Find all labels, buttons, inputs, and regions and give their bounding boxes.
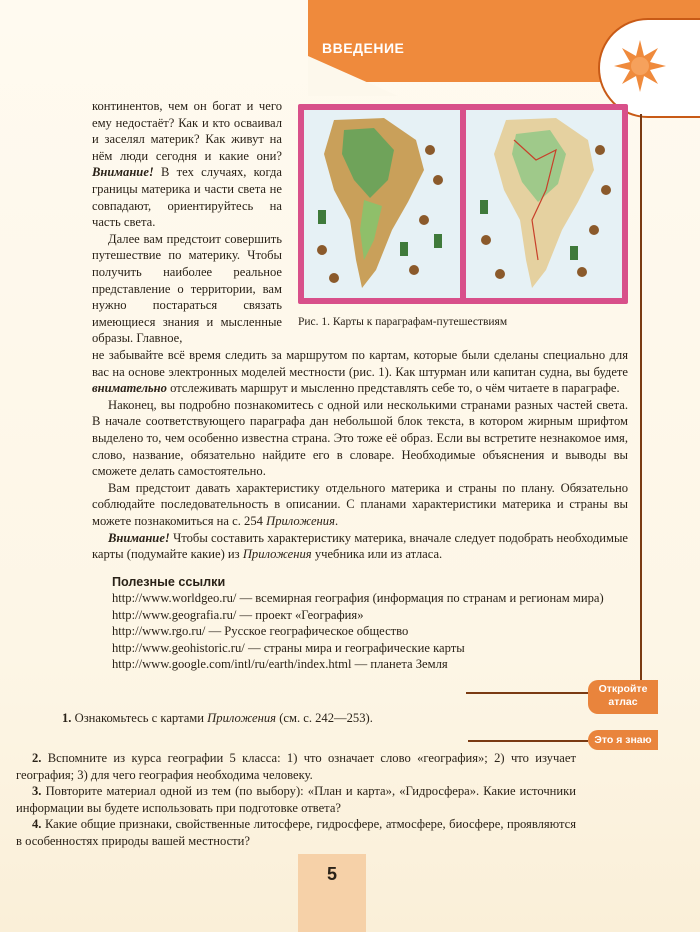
useful-links: [112, 574, 628, 672]
star-emblem-icon: [598, 18, 700, 118]
paragraph-2-continued: не забывайте всё время следить за маршрутом по картам, которые были сделаны специально для вас на основе электронных моделей местности (рис. 1). Как штурман или капитан судна, вы будете внимательно отслеживать маршрут и мысленно представлять себе то, о чём читаете в параграфе.: [92, 348, 628, 396]
margin-rule: [640, 114, 642, 714]
link-url[interactable]: http://www.geohistoric.ru/: [112, 640, 245, 655]
link-item: http://www.google.com/intl/ru/earth/index.html — планета Земля: [112, 657, 448, 672]
i-know-this-tab: Это я знаю: [588, 730, 658, 750]
body-text: [92, 347, 628, 563]
map-left-panel: [304, 110, 460, 298]
map-right-panel: [466, 110, 622, 298]
atlas-connector: [466, 692, 588, 694]
link-url[interactable]: http://www.geografia.ru/: [112, 607, 237, 622]
paragraph-3: Наконец, вы подробно познакомитесь с одной или несколькими странами разных частей света. В начале соответствующего параграфа дан небольшой блок текста, в котором жирным шрифтом выделено то, чем особенно известна страна. Это тоже её образ. Если вы встретите незнакомое имя, слово, название, обязательно найдите его в словаре. Необходимые объяснения и выводы вы сможете делать самостоятельно.: [92, 397, 628, 479]
link-url[interactable]: http://www.worldgeo.ru/: [112, 591, 237, 606]
review-questions: [16, 750, 576, 850]
section-title: ВВЕДЕНИЕ: [322, 40, 405, 56]
page-number: 5: [326, 864, 337, 884]
know-connector: [468, 740, 588, 742]
link-url[interactable]: http://www.google.com/intl/ru/earth/index.html: [112, 657, 352, 672]
link-item: http://www.worldgeo.ru/ — всемирная география (информация по странам и регионам мира): [112, 591, 604, 606]
links-title: Полезные ссылки: [112, 575, 226, 589]
atlas-task: 1. Ознакомьтесь с картами Приложения (см. с. 242—253).: [62, 711, 373, 725]
open-atlas-tab: Откройте атлас: [588, 680, 658, 714]
paragraph-5: Внимание! Чтобы составить характеристику материка, вначале следует подобрать необходимые карты (подумайте какие) из Приложения учебника или из атласа.: [92, 530, 629, 562]
link-item: http://www.rgo.ru/ — Русское географическое общество: [112, 624, 409, 639]
question-item: 3. Повторите материал одной из тем (по выбору): «План и карта», «Гидросфера». Какие источники информации вы будете использовать при подготовке ответа?: [16, 784, 576, 815]
left-column-text: [92, 98, 282, 347]
map-illustration-icon: [298, 104, 628, 304]
link-url[interactable]: http://www.rgo.ru/: [112, 624, 206, 639]
attention-note: Внимание!: [92, 165, 154, 180]
question-item: 4. Какие общие признаки, свойственные литосфере, гидросфере, атмосфере, биосфере, проявляются в особенностях природы вашей местности?: [16, 817, 576, 848]
paragraph-4: Вам предстоит давать характеристику отдельного материка и страны по плану. Обязательно соблюдайте последовательность в описании. С планами характеристики материка и страны вы можете познакомиться на с. 254 Приложения.: [92, 480, 628, 528]
figure-caption: Рис. 1. Карты к параграфам-путешествиям: [298, 316, 508, 328]
question-item: 2. Вспомните из курса географии 5 класса: 1) что означает слово «география»; 2) что изучает география; 3) для чего география необходима человеку.: [16, 751, 576, 782]
paragraph-2: Далее вам предстоит совершить путешествие по материку. Чтобы получить наиболее реальное представление о территории, вам нужно постараться связать имеющиеся знания и мысленные образы. Главное,: [92, 231, 282, 346]
paragraph-1: континентов, чем он богат и чего ему недостаёт? Как и кто осваивал и заселял материк? Как живут на нём люди сегодня и какие они? Внимание! В тех случаях, когда границы материка и части света не совпадают, ориентируйтесь на часть света.: [92, 99, 282, 230]
link-item: http://www.geohistoric.ru/ — страны мира и географические карты: [112, 640, 465, 655]
link-item: http://www.geografia.ru/ — проект «География»: [112, 607, 364, 622]
task-number: 1.: [62, 711, 72, 725]
